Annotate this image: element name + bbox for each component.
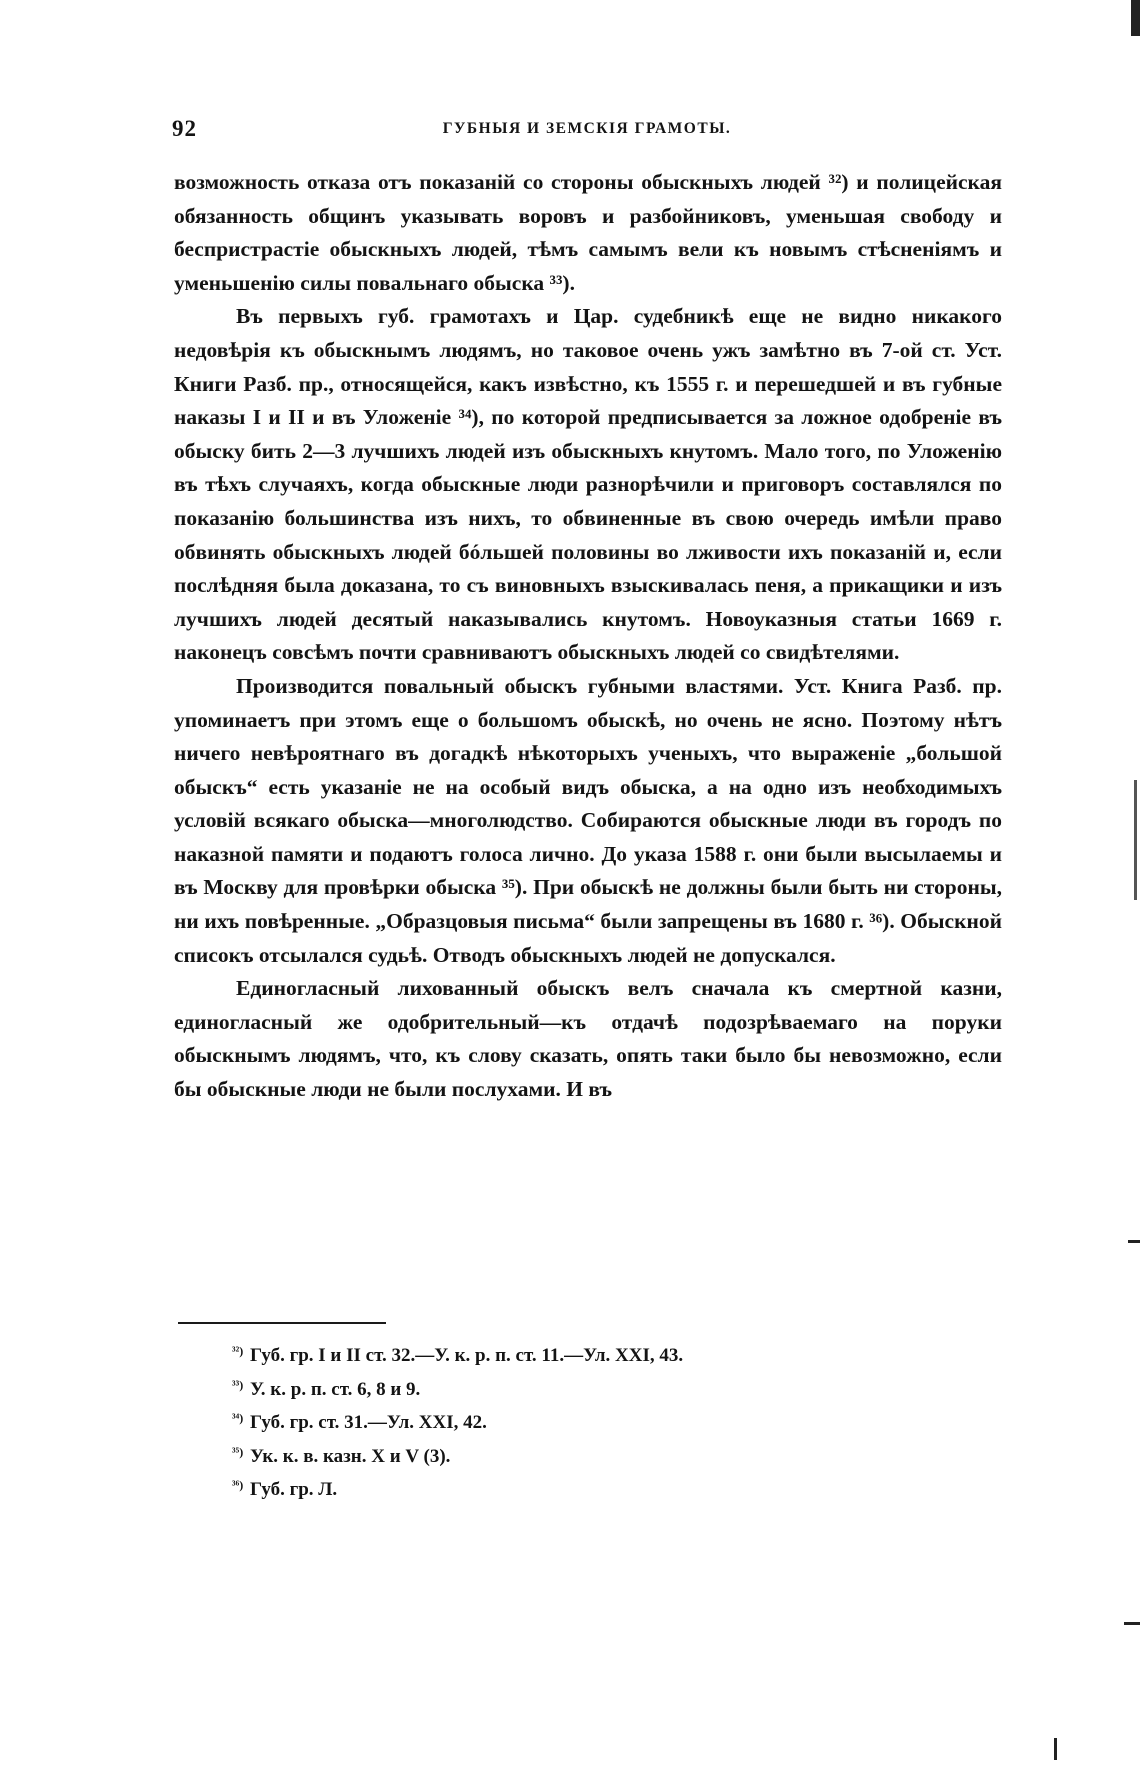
paragraph: Въ первыхъ губ. грамотахъ и Цар. судебникѣ еще не видно никакого недовѣрія къ обыскнымъ людямъ, но таковое очень ужъ замѣтно въ 7-ой ст. Уст. Книги Разб. пр., относящейся, какъ извѣстно, къ 1555 г. и перешедшей и въ губные наказы I и II и въ Уложеніе ³⁴), по которой предписывается за ложное одобреніе въ обыску бить 2—3 лучшихъ людей изъ обыскныхъ кнутомъ. Мало того, по Уложенію въ тѣхъ случаяхъ, когда обыскные люди разнорѣчили и приговоръ составлялся по показанію большинства изъ нихъ, то обвиненные въ свою очередь имѣли право обвинять обыскныхъ людей бóльшей половины во лживости ихъ показаній и, если послѣдняя была доказана, то съ виновныхъ взыскивалась пеня, а прикащики и изъ лучшихъ людей десятый наказывались кнутомъ. Новоуказныя статьи 1669 г. наконецъ совсѣмъ почти сравниваютъ обыскныхъ людей со свидѣтелями. <box>174 304 1002 665</box>
scan-artifact <box>1134 780 1137 900</box>
paragraph: Производится повальный обыскъ губными властями. Уст. Книга Разб. пр. упоминаетъ при этомъ еще о большомъ обыскѣ, но очень не ясно. Поэтому нѣтъ ничего невѣроятнаго въ догадкѣ нѣкоторыхъ ученыхъ, что выраженіе „большой обыскъ“ есть указаніе не на особый видъ обыска, а на одно изъ необходимыхъ условій всякаго обыска—многолюдство. Собираются обыскные люди въ городъ по наказной памяти и подаютъ голоса лично. До указа 1588 г. они были высылаемы и въ Москву для провѣрки обыска ³⁵). При обыскѣ не должны были быть ни стороны, ни ихъ повѣренные. „Образцовыя письма“ были запрещены въ 1680 г. ³⁶). Обыскной списокъ отсылался судьѣ. Отводъ обыскныхъ людей не допускался. <box>174 673 1002 967</box>
footnote-divider <box>178 1322 386 1324</box>
running-title: ГУБНЫЯ И ЗЕМСКІЯ ГРАМОТЫ. <box>442 120 732 137</box>
footnote <box>232 1438 932 1472</box>
page-number: 92 <box>172 116 197 141</box>
footnote-mark: ³³) <box>232 1377 244 1392</box>
paragraph: возможность отказа отъ показаній со стороны обыскныхъ людей ³²) и полицейская обязанность общинъ указывать воровъ и разбойниковъ, уменьшая свободу и беспристрастіе обыскныхъ людей, тѣмъ самымъ вели къ новымъ стѣсненіямъ и уменьшенію силы повальнаго обыска ³³). <box>174 170 1002 295</box>
footnotes <box>232 1337 932 1505</box>
footnote-text: Губ. гр. ст. 31.—Ул. XXI, 42. <box>249 1412 487 1433</box>
footnote <box>232 1471 932 1505</box>
main-text <box>174 166 1002 1107</box>
paragraph: Единогласный лихованный обыскъ велъ сначала къ смертной казни, единогласный же одобрительный—къ отдачѣ подозрѣваемаго на поруки обыскнымъ людямъ, что, къ слову сказать, опять таки было бы невозможно, если бы обыскные люди не были послухами. И въ <box>174 976 1002 1102</box>
scan-artifact <box>1124 1622 1140 1625</box>
footnote-mark: ³⁴) <box>232 1411 244 1425</box>
footnote-mark: ³²) <box>232 1344 244 1358</box>
footnote-mark: ³⁵) <box>232 1444 244 1459</box>
footnote-text: Ук. к. в. казн. X и V (3). <box>249 1445 451 1467</box>
footnote-text: У. к. р. п. ст. 6, 8 и 9. <box>249 1378 421 1400</box>
footnote-mark: ³⁶) <box>232 1478 244 1492</box>
scan-artifact <box>1131 0 1140 36</box>
footnote-text: Губ. гр. Л. <box>249 1479 338 1500</box>
scan-artifact <box>1128 1240 1140 1243</box>
footnote <box>232 1371 932 1405</box>
page-header <box>172 116 1002 146</box>
footnote-text: Губ. гр. I и II ст. 32.—У. к. р. п. ст. 11.—Ул. XXI, 43. <box>249 1345 684 1366</box>
footnote <box>232 1404 932 1438</box>
scan-artifact <box>1054 1738 1057 1760</box>
footnote <box>232 1337 932 1371</box>
